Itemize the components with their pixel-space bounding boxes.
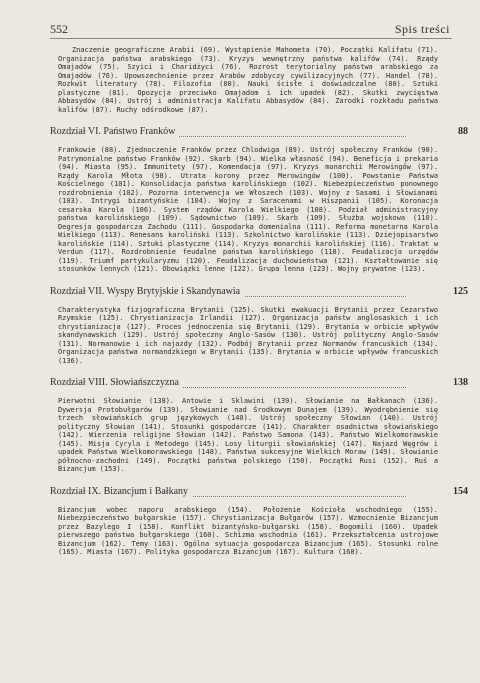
chapter-contents: Bizancjum wobec naporu arabskiego (154). Położenie Kościoła wschodniego (155). Niebezpieczeństwo bułgarskie (157). Chrystianizacja Bułgarów (157). Wzmocnienie Bizancjum przez Bazylego I (158). Konflikt bizantyńsko-bułgarski (158). Bogomili (160). Upadek pierwszego państwa bułgarskiego (160). Schizma wschodnia (161). Przekształcenia ustrojowe Bizancjum (162). Temy (163). Ogólna sytuacja gospodarcza Bizancjum (165). Stosunki rolne (165). Miasta (167). Polityka gospodarcza Bizancjum (167). Kultura (168). bbox=[58, 505, 438, 556]
running-title: Spis treści bbox=[394, 22, 450, 36]
page-number: 552 bbox=[50, 22, 68, 36]
table-of-contents bbox=[50, 46, 468, 557]
chapter-title: Rozdział IX. Bizancjum i Bałkany bbox=[50, 486, 192, 497]
chapter-page-number: 154 bbox=[453, 485, 468, 497]
chapter-heading-9 bbox=[50, 485, 468, 500]
chapter-title: Rozdział VII. Wyspy Brytyjskie i Skandynawia bbox=[50, 286, 244, 297]
chapter-page-number: 88 bbox=[458, 126, 468, 137]
chapter-page-number: 125 bbox=[453, 285, 468, 297]
chapter-contents: Frankowie (88). Zjednoczenie Franków przez Chlodwiga (89). Ustrój społeczny Franków (90). Patrymonialne państwo Franków (92). Skarb (94). Wielka własność (94). Beneficja i prekaria (94). Miasta (95). Immunitety (97). Komendacja (97). Kryzys monarchii Merowingów (97). Rządy Karola Młota (98). Utrata korony przez Merowingów (100). Powstanie Państwa Kościelnego (101). Konsolidacja państwa karolińskiego (102). Niebezpieczeństwo ponownego rozdrobnienia (102). Pozorna interwencja we Włoszech (103). Wojny z Sasami i Słowianami (103). Intrygi bizantyńskie (104). Wojny z Saracenami w Hiszpanii (105). Koronacja cesarska Karola (106). System rządów Karola Wielkiego (108). Podział administracyjny państwa karolińskiego (109). Sądownictwo (109). Skarb (109). Służba wojskowa (110). Degresja gospodarcza Zachodu (111). Gospodarka domenialna (111). Reforma monetarna Karola Wielkiego (113). Renesans karoliński (113). Szkolnictwo karolińskie (113). Dziejopisarstwo karolińskie (114). Sztuki plastyczne (114). Kryzys monarchii karolińskiej (116). Traktat w Verdun (117). Rozdrobnienie feudalne państwa karolińskiego (118). Feudalizacja urzędów (119). Triumf partykularyzmu (120). Feudalizacja duchowieństwa (121). Kształtowanie się stosunków lennych (121). Obowiązki lenne (122). Grupa lenna (123). Wojny prywatne (123). bbox=[58, 146, 438, 273]
intro-paragraph: Znaczenie geograficzne Arabii (69). Wystąpienie Mahometa (70). Początki Kalifatu (71). Organizacja państwa arabskiego (73). Kryzys wewnętrzny państwa kalifów (74). Rządy Omajadów (75). Szyici i Charidżyci (76). Rozrost terytorialny państwa arabskiego za Omajadów (76). Upowszechnienie przez Arabów zdobyczy cywilizacyjnych (77). Handel (78). Rozkwit literatury (78). Filozofia (80). Nauki ścisłe i doświadczalne (80). Sztuki plastyczne (81). Opozycja przeciwko Omajadom i ich upadek (82). Skutki zwycięstwa Abbasydów (84). Ustrój i administracja Kalifatu Abbasydów (84). Zarodki rozkładu państwa kalifów (87). Ruchy odśrodkowe (87). bbox=[58, 46, 438, 114]
header-rule bbox=[50, 38, 452, 39]
chapter-page-number: 138 bbox=[453, 377, 468, 388]
chapter-contents: Pierwotni Słowianie (138). Antowie i Sklawini (139). Słowianie na Bałkanach (136). Dywersja Protobułgarów (139). Słowianie nad Środkowym Dunajem (139). Wyodrębnienie się trzech słowiańskich grup językowych (140). Ustrój społeczny Słowian (140). Ustrój polityczny Słowian (141). Stosunki gospodarcze (141). Charakter osadnictwa słowiańskiego (142). Wierzenia religijne Słowian (142). Państwo Samona (143). Państwo Wielkomorawskie (145). Misja Cyryla i Metodego (145). Losy liturgii słowiańskiej (147). Najazd Węgrów i upadek Państwa Wielkomorawskiego (148). Państwa sukcesyjne Wielkich Moraw (149). Słowianie północno-zachodni (149). Początki państwa polskiego (150). Początki Rusi (152). Ruś a Bizancjum (153). bbox=[58, 397, 438, 473]
chapter-title: Rozdział VIII. Słowiańszczyzna bbox=[50, 377, 183, 388]
chapter-heading-7 bbox=[50, 285, 468, 300]
chapter-title: Rozdział VI. Państwo Franków bbox=[50, 126, 179, 137]
chapter-contents: Charakterystyka fizjograficzna Brytanii (125). Skutki ewakuacji Brytanii przez Cezarstwo Rzymskie (125). Chrystianizacja Irlandii (127). Organizacja państw anglosaskich i ich chrystianizacja (127). Proces jednoczenia się Brytanii (129). Brytania w orbicie wpływów skandynawskich (129). Ustrój społeczny Anglo-Sasów (130). Ustrój polityczny Anglo-Sasów (131). Normanowie i ich najazdy (132). Podbój Brytanii przez Normanów francuskich (134). Organizacja państwa normandzkiego w Brytanii (135). Brytania w orbicie wpływów francuskich (136). bbox=[58, 305, 438, 365]
chapter-heading-8 bbox=[50, 377, 468, 391]
chapter-heading-6 bbox=[50, 126, 468, 140]
page-header bbox=[50, 22, 450, 38]
